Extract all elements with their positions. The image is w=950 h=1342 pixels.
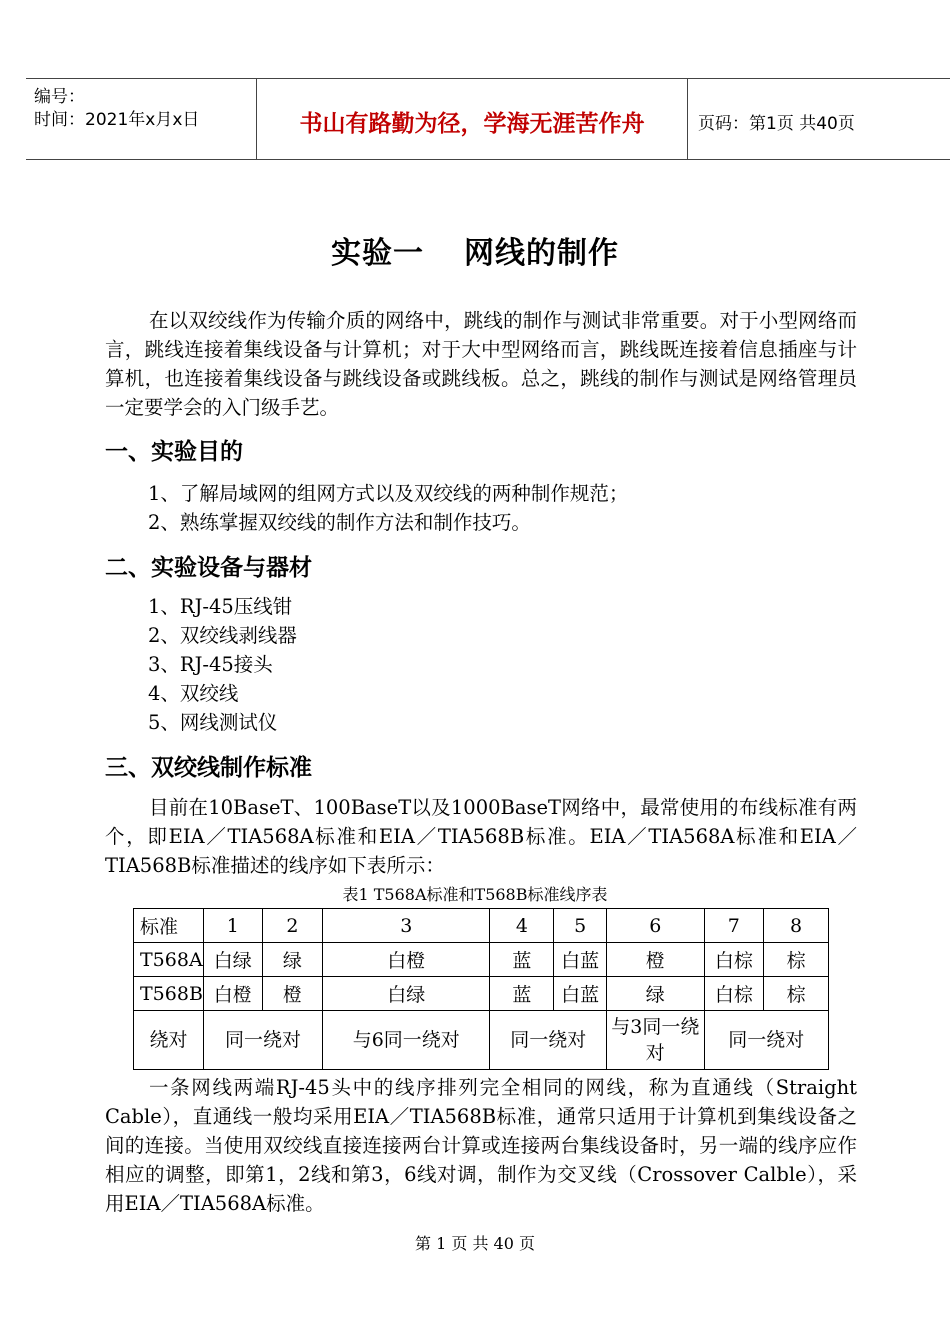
header-page-cell bbox=[688, 79, 950, 159]
table-cell: 同一绕对 bbox=[490, 1011, 607, 1070]
page-footer: 第 1 页 共 40 页 bbox=[415, 1234, 535, 1253]
table-cell: 同一绕对 bbox=[203, 1011, 322, 1070]
table-cell: 6 bbox=[607, 909, 705, 943]
list-item: 2、双绞线剥线器 bbox=[148, 624, 297, 647]
table-cell: 蓝 bbox=[490, 977, 554, 1011]
table-cell: 绿 bbox=[262, 943, 322, 977]
table-cell: 4 bbox=[490, 909, 554, 943]
table-cell: 3 bbox=[323, 909, 490, 943]
table-cell: 绕对 bbox=[134, 1011, 204, 1070]
title-part2: 网线的制作 bbox=[464, 236, 619, 271]
list-item: 1、了解局域网的组网方式以及双绞线的两种制作规范； bbox=[148, 482, 629, 505]
table-cell: 蓝 bbox=[490, 943, 554, 977]
table-cell: 白绿 bbox=[323, 977, 490, 1011]
list-item: 1、RJ-45压线钳 bbox=[148, 595, 293, 618]
table-cell: 白蓝 bbox=[554, 977, 607, 1011]
table-cell: 与3同一绕对 bbox=[607, 1011, 705, 1070]
table-cell: 标准 bbox=[134, 909, 204, 943]
page-title bbox=[0, 228, 950, 272]
list-item: 4、双绞线 bbox=[148, 682, 239, 705]
table-cell: 白棕 bbox=[704, 943, 764, 977]
header-meta-cell bbox=[26, 79, 257, 159]
table-cell: 棕 bbox=[764, 977, 829, 1011]
time-label: 时间：2021年x月x日 bbox=[34, 110, 200, 130]
table-pair-row bbox=[134, 1011, 829, 1070]
table-header-row bbox=[134, 909, 829, 943]
table-cell: 与6同一绕对 bbox=[323, 1011, 490, 1070]
table-caption: 表1 T568A标准和T568B标准线序表 bbox=[342, 885, 608, 904]
number-label: 编号： bbox=[34, 87, 85, 107]
table-cell: 5 bbox=[554, 909, 607, 943]
table-cell: 白橙 bbox=[203, 977, 262, 1011]
table-cell: 橙 bbox=[607, 943, 705, 977]
table-cell: 2 bbox=[262, 909, 322, 943]
table-cell: 白橙 bbox=[323, 943, 490, 977]
section2-list bbox=[148, 592, 297, 737]
table-cell: T568B bbox=[134, 977, 204, 1011]
list-item: 5、网线测试仪 bbox=[148, 711, 278, 734]
table-cell: 8 bbox=[764, 909, 829, 943]
section1-heading: 一、实验目的 bbox=[105, 439, 243, 465]
table-row bbox=[134, 943, 829, 977]
page-header bbox=[26, 78, 950, 160]
header-motto-cell bbox=[257, 79, 688, 159]
section3-heading: 三、双绞线制作标准 bbox=[105, 755, 312, 781]
intro-paragraph: 在以双绞线作为传输介质的网络中，跳线的制作与测试非常重要。对于小型网络而言，跳线连接着集线设备与计算机；对于大中型网络而言，跳线既连接着信息插座与计算机，也连接着集线设备与跳线设备或跳线板。总之，跳线的制作与测试是网络管理员一定要学会的入门级手艺。 bbox=[105, 309, 857, 419]
list-item: 2、熟练掌握双绞线的制作方法和制作技巧。 bbox=[148, 511, 531, 534]
wiring-standard-table bbox=[133, 908, 829, 1070]
section3-paragraph2: 一条网线两端RJ-45头中的线序排列完全相同的网线，称为直通线（Straight Cable），直通线一般均采用EIA／TIA568B标准，通常只适用于计算机到集线设备之间的连接。当使用双绞线直接连接两台计算或连接两台集线设备时，另一端的线序应作相应的调整，即第1，2线和第3，6线对调，制作为交叉线（Crossover Calble），采用EIA／TIA568A标准。 bbox=[105, 1076, 857, 1215]
section2-heading: 二、实验设备与器材 bbox=[105, 555, 312, 581]
table-cell: 白棕 bbox=[704, 977, 764, 1011]
table-cell: 白绿 bbox=[203, 943, 262, 977]
section3-paragraph1: 目前在10BaseT、100BaseT以及1000BaseT网络中，最常使用的布线标准有两个，即EIA／TIA568A标准和EIA／TIA568B标准。EIA／TIA568A标准和EIA／TIA568B标准描述的线序如下表所示： bbox=[105, 796, 857, 877]
list-item: 3、RJ-45接头 bbox=[148, 653, 273, 676]
table-row bbox=[134, 977, 829, 1011]
table-cell: 棕 bbox=[764, 943, 829, 977]
table-cell: 绿 bbox=[607, 977, 705, 1011]
title-part1: 实验一 bbox=[331, 236, 424, 271]
table-cell: 7 bbox=[704, 909, 764, 943]
motto: 书山有路勤为径，学海无涯苦作舟 bbox=[299, 111, 645, 137]
page-info: 页码：第1页 共40页 bbox=[698, 114, 855, 134]
table-cell: T568A bbox=[134, 943, 204, 977]
section1-list bbox=[148, 479, 628, 537]
table-cell: 同一绕对 bbox=[704, 1011, 828, 1070]
table-cell: 白蓝 bbox=[554, 943, 607, 977]
table-cell: 橙 bbox=[262, 977, 322, 1011]
table-cell: 1 bbox=[203, 909, 262, 943]
